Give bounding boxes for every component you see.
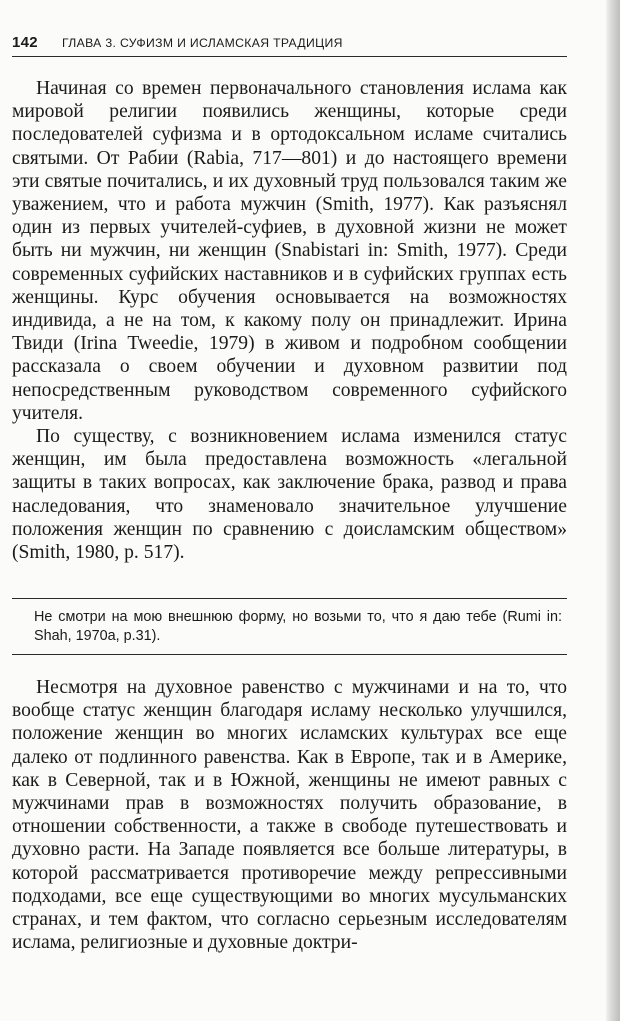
page-header	[12, 32, 567, 56]
epigraph-quote: Не смотри на мою внешнюю форму, но возьми то, что я даю тебе (Rumi in: Shah, 1970a, p.31).	[34, 609, 562, 644]
paragraph: По существу, с возникновением ислама изменился статус женщин, им была предоставлена возможность «легальной защиты в таких вопросах, как заключение брака, развод и права наследования, что знаменовало значительное улучшение положения женщин по сравнению с доисламским обществом» (Smith, 1980, p. 517).	[12, 426, 567, 564]
paragraph: Начиная со времен первоначального становления ислама как мировой религии появились женщины, которые среди последователей суфизма и в ортодоксальном исламе считались святыми. От Рабии (Rabia, 717—801) и до настоящего времени эти святые почитались, и их духовный труд пользовался таким же уважением, что и работа мужчин (Smith, 1977). Как разъяснял один из первых учителей-суфиев, в духовной жизни не может быть ни мужчин, ни женщин (Snabistari in: Smith, 1977). Среди современных суфийских наставников и в суфийских группах есть женщины. Курс обучения основывается на возможностях индивида, а не на том, к какому полу он принадлежит. Ирина Твиди (Irina Tweedie, 1979) в живом и подробном сообщении рассказала о своем обучении и духовном развитии под непосредственным руководством современного суфийского учителя.	[12, 78, 567, 424]
text-block-after-epigraph	[12, 676, 567, 954]
epigraph-top-rule	[12, 598, 567, 599]
text-block-before-epigraph	[12, 77, 567, 564]
chapter-running-head: ГЛАВА 3. СУФИЗМ И ИСЛАМСКАЯ ТРАДИЦИЯ	[62, 36, 343, 50]
page-number: 142	[12, 34, 38, 51]
scan-edge-shadow	[606, 0, 620, 1021]
header-rule	[12, 56, 567, 57]
epigraph-bottom-rule	[12, 654, 567, 655]
paragraph: Несмотря на духовное равенство с мужчинами и на то, что вообще статус женщин благодаря исламу несколько улучшился, положение женщин во многих исламских культурах все еще далеко от подлинного равенства. Как в Европе, так и в Америке, как в Северной, так и в Южной, женщины не имеют равных с мужчинами прав в возможностях получить образование, в отношении собственности, а также в свободе путешествовать и духовно расти. На Западе появляется все больше литературы, в которой рассматривается противоречие между репрессивными подходами, все еще существующими во многих мусульманских странах, и тем фактом, что согласно серьезным исследователям ислама, религиозные и духовные доктри-	[12, 677, 567, 954]
epigraph-box	[12, 598, 567, 656]
